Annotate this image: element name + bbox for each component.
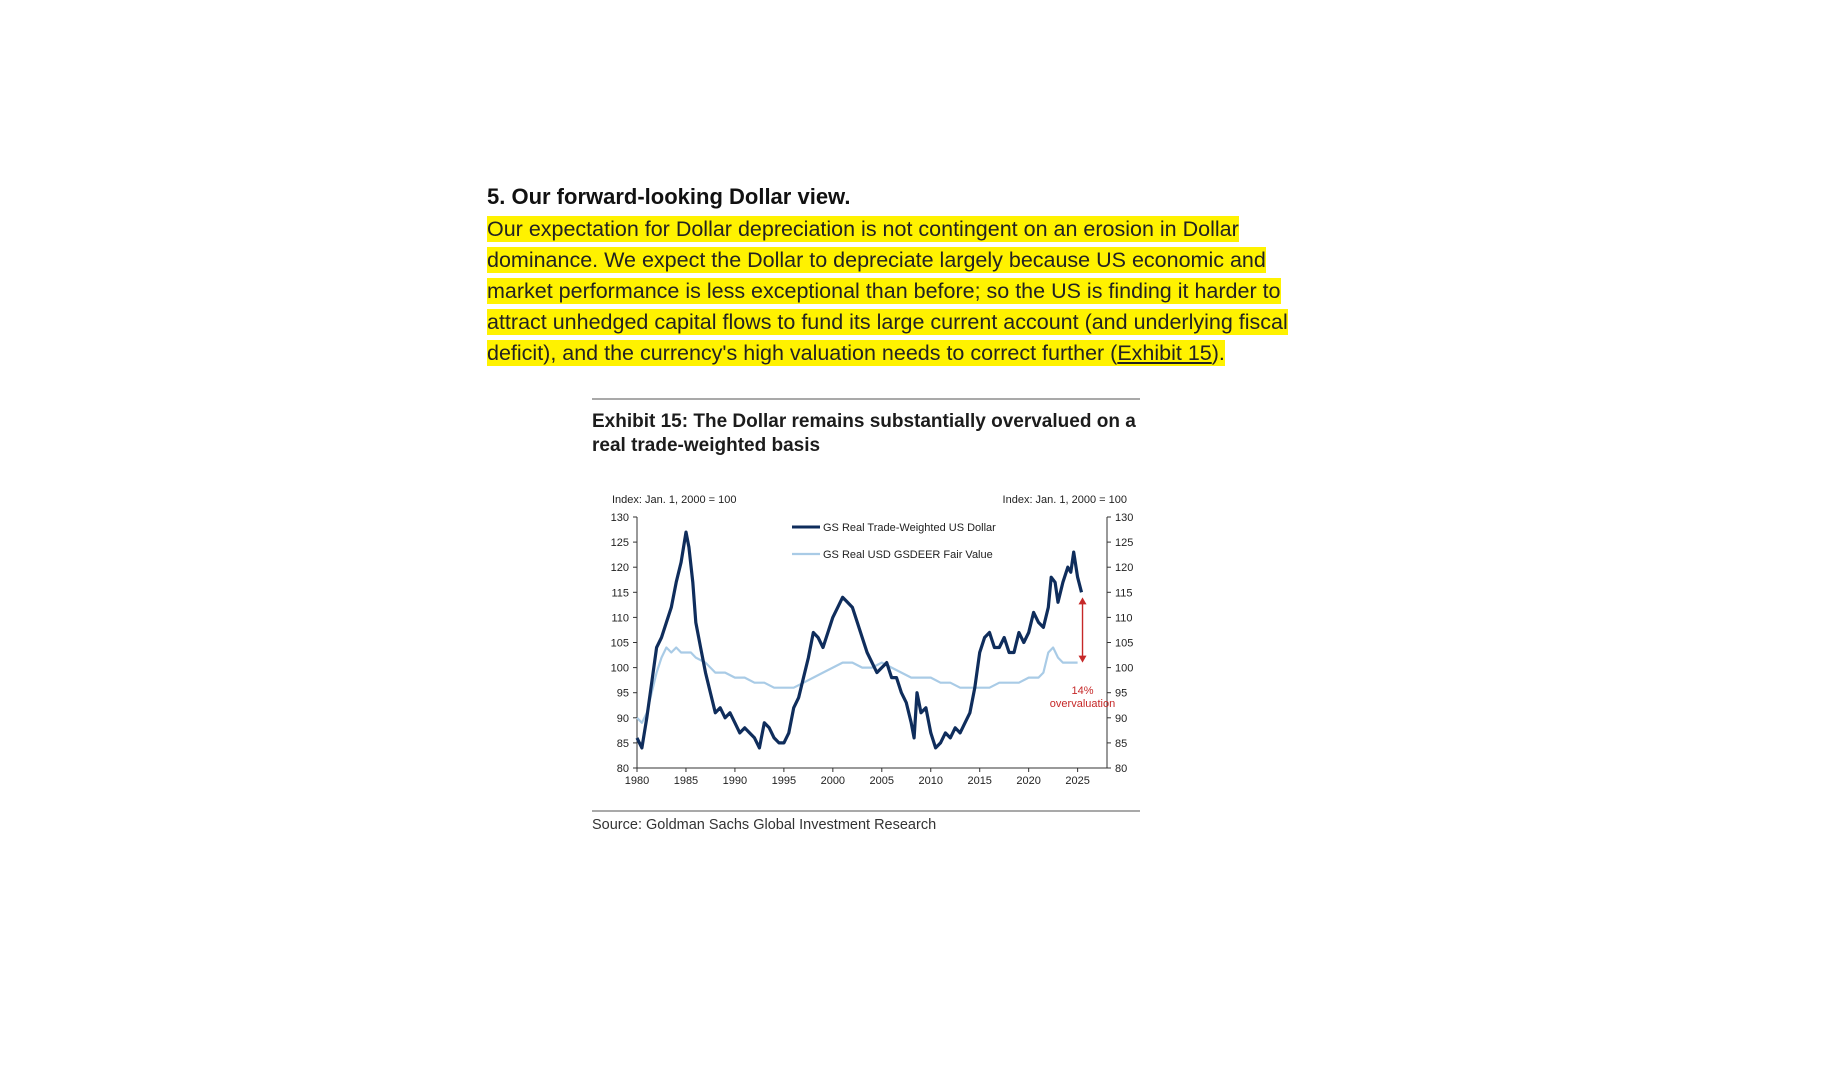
x-tick-label: 2005 xyxy=(869,775,895,787)
annotation-arrow-head-up xyxy=(1079,597,1087,604)
chart-series-layer xyxy=(637,532,1082,748)
exhibit-source: Source: Goldman Sachs Global Investment Research xyxy=(592,817,937,833)
highlighted-paragraph xyxy=(487,214,1347,369)
paragraph-line: market performance is less exceptional than before; so the US is finding it harder to xyxy=(487,279,1281,303)
paragraph-line: dominance. We expect the Dollar to depreciate largely because US economic and xyxy=(487,248,1266,272)
paragraph-line-suffix: ). xyxy=(1211,341,1225,365)
right-tick-label: 95 xyxy=(1115,687,1128,700)
right-tick-label: 110 xyxy=(1115,612,1133,625)
right-tick-label: 130 xyxy=(1115,512,1134,524)
x-tick-label: 1980 xyxy=(624,775,650,787)
legend-label: GS Real USD GSDEER Fair Value xyxy=(823,549,993,561)
x-tick-label: 1985 xyxy=(673,775,699,787)
right-tick-label: 80 xyxy=(1115,763,1128,775)
right-axis-units: Index: Jan. 1, 2000 = 100 xyxy=(1002,494,1127,506)
left-tick-label: 90 xyxy=(616,712,629,725)
annotation-label-percent: 14% xyxy=(1071,685,1094,698)
exhibit-title: Exhibit 15: The Dollar remains substantially overvalued on a real trade-weighted basis xyxy=(592,411,1136,456)
left-tick-label: 125 xyxy=(610,537,629,550)
section-heading: 5. Our forward-looking Dollar view. xyxy=(487,184,851,209)
x-tick-label: 1990 xyxy=(722,775,748,787)
paragraph-line: attract unhedged capital flows to fund its large current account (and underlying fiscal xyxy=(487,310,1288,334)
x-tick-label: 2015 xyxy=(967,775,992,787)
left-tick-label: 105 xyxy=(610,637,629,650)
left-tick-label: 115 xyxy=(611,587,629,600)
right-tick-label: 90 xyxy=(1115,712,1128,725)
right-tick-label: 125 xyxy=(1115,537,1134,550)
left-axis-units: Index: Jan. 1, 2000 = 100 xyxy=(612,494,737,506)
x-tick-label: 2000 xyxy=(820,775,846,787)
exhibit-bottom-rule xyxy=(592,810,1140,812)
x-tick-label: 2025 xyxy=(1065,775,1090,787)
right-tick-label: 100 xyxy=(1115,662,1134,675)
left-tick-label: 130 xyxy=(610,512,629,524)
right-tick-label: 120 xyxy=(1115,562,1134,575)
left-tick-label: 80 xyxy=(616,763,629,775)
exhibit-15-link[interactable]: Exhibit 15 xyxy=(1117,341,1212,365)
x-tick-label: 2010 xyxy=(918,775,943,787)
chart-annotation xyxy=(1050,597,1115,710)
x-tick-label: 2020 xyxy=(1016,775,1041,787)
left-tick-label: 120 xyxy=(610,562,629,575)
series-line-real-twi-dollar xyxy=(637,532,1082,748)
annotation-label-text: overvaluation xyxy=(1049,698,1116,711)
chart-axes xyxy=(611,494,1134,787)
chart-legend xyxy=(792,522,996,561)
legend-label: GS Real Trade-Weighted US Dollar xyxy=(823,522,996,534)
left-tick-label: 100 xyxy=(610,662,629,675)
left-tick-label: 95 xyxy=(616,687,629,700)
paragraph-line: Our expectation for Dollar depreciation is not contingent on an erosion in Dollar xyxy=(487,217,1239,241)
line-chart xyxy=(592,480,1142,790)
left-tick-label: 85 xyxy=(616,737,629,750)
left-tick-label: 110 xyxy=(611,612,629,625)
paragraph-last-line xyxy=(487,340,1225,366)
right-tick-label: 105 xyxy=(1115,637,1134,650)
right-tick-label: 115 xyxy=(1115,587,1133,600)
annotation-arrow-head-down xyxy=(1079,656,1087,663)
x-tick-label: 1995 xyxy=(771,775,797,787)
exhibit-top-rule xyxy=(592,398,1140,400)
paragraph-line-prefix: deficit), and the currency's high valuation needs to correct further ( xyxy=(487,341,1118,365)
right-tick-label: 85 xyxy=(1115,737,1128,750)
